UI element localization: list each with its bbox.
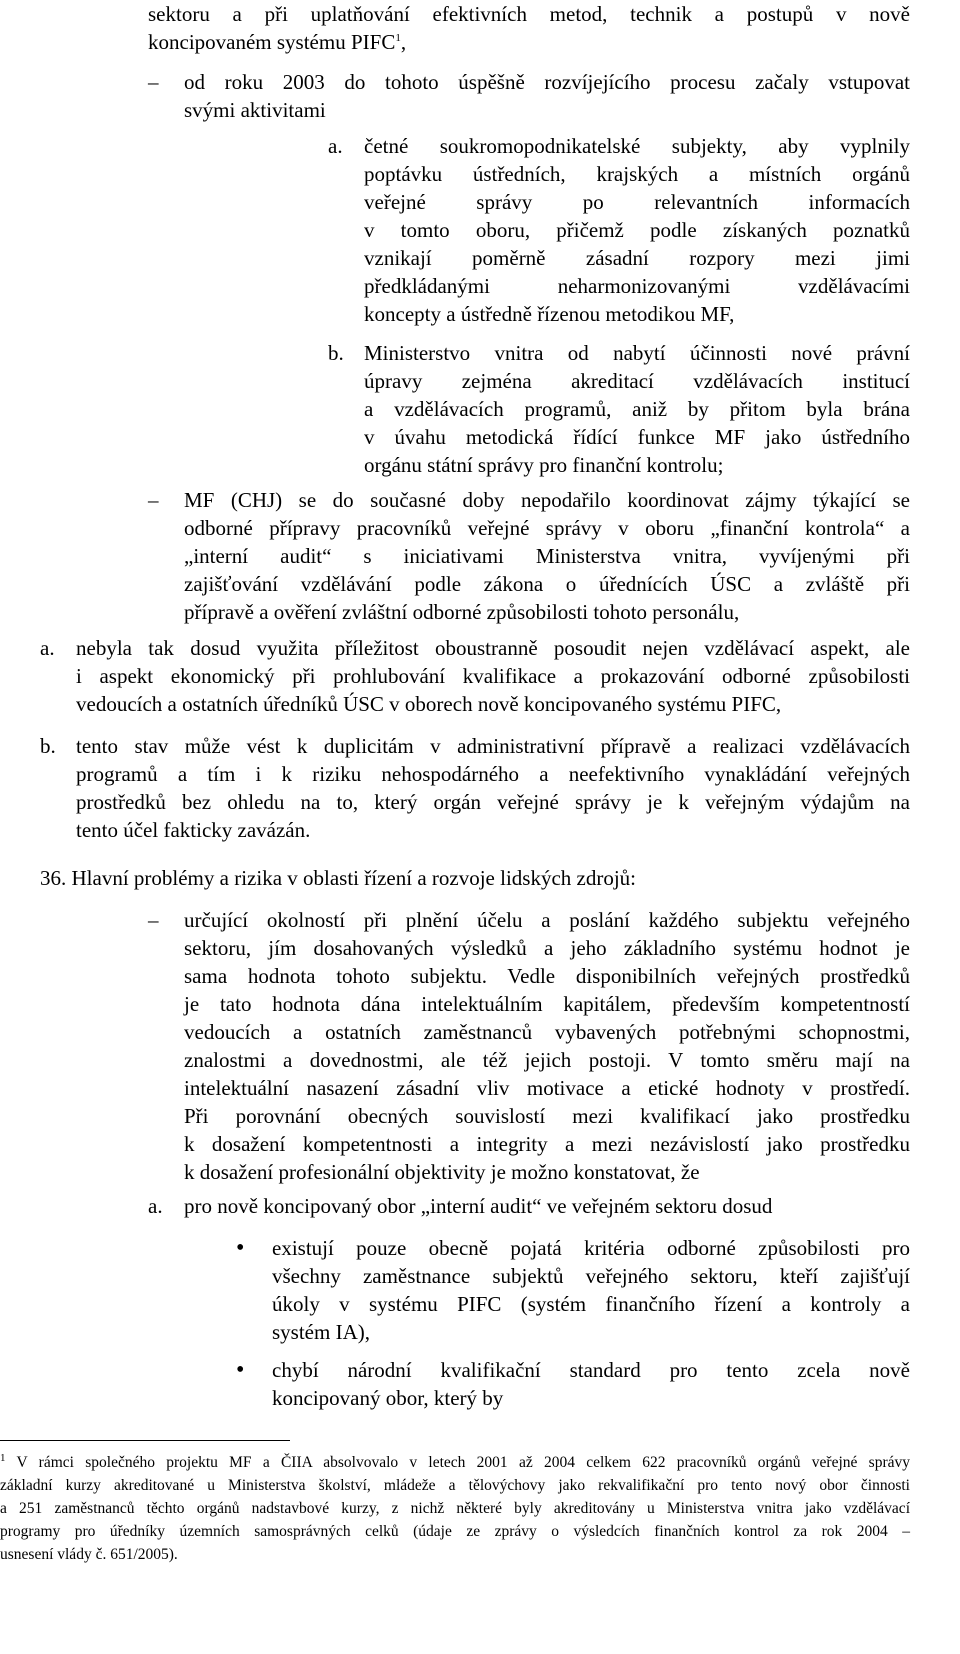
text-line: koncipovaný obor, který by [272, 1386, 504, 1410]
footnote-line: a 251 zaměstnanců těchto orgánů nadstavbové kurzy, z nichž některé byly akreditovány u Ministerstva vnitra jako vzdělávací [0, 1500, 910, 1517]
list-item-marker: b. [40, 734, 56, 758]
dash-item-1 [184, 68, 910, 124]
bullet-marker: • [236, 1357, 245, 1383]
text-line: zajišťování vzdělávání podle zákona o úřednících ÚSC a zvláště při [184, 572, 910, 596]
text-line: intelektuální nasazení zásadní vliv motivace a etické hodnoty v prostředí. [184, 1076, 910, 1100]
dash-item-3 [184, 906, 910, 1186]
text-line: veřejné správy po relevantních informacích [364, 190, 910, 214]
text-line: koncipovaném systému PIFC$^1$, [148, 30, 407, 54]
footnote-separator [0, 1440, 290, 1441]
dash-marker: – [148, 488, 159, 512]
text-line: orgánu státní správy pro finanční kontrolu; [364, 453, 724, 477]
text-line: vedoucích a ostatních zaměstnanců vybavených potřebnými schopnostmi, [184, 1020, 910, 1044]
footnote [0, 1451, 910, 1566]
footnote-ref: 1 [395, 32, 401, 44]
sub-item-a2 [184, 1192, 910, 1220]
sub-item-b [364, 339, 910, 479]
text-line: tento účel fakticky zavázán. [76, 818, 311, 842]
text-line: četné soukromopodnikatelské subjekty, aby vyplnily [364, 134, 910, 158]
text-line: vznikají poměrně zásadní rozpory mezi jimi [364, 246, 910, 270]
bullet-marker: • [236, 1235, 245, 1261]
heading-text: 36. Hlavní problémy a rizika v oblasti řízení a rozvoje lidských zdrojů: [40, 866, 636, 890]
text-line: k dosažení kompetentnosti a integrity a mezi nezávislostí jako prostředku [184, 1132, 910, 1156]
footnote-line: programy pro úředníky územních samosprávných celků (údaje ze zprávy o výsledcích finančních kontrol za rok 2004 – [0, 1523, 910, 1540]
list-item-b [76, 732, 910, 844]
text-line: k dosažení profesionální objektivity je možno konstatovat, že [184, 1160, 700, 1184]
sub-item-marker: a. [328, 134, 343, 158]
text-line: vedoucích a ostatních úředníků ÚSC v oborech nově koncipovaného systému PIFC, [76, 692, 782, 716]
text-line: Při porovnání obecných souvislostí mezi kvalifikací jako prostředku [184, 1104, 910, 1128]
text-line: svými aktivitami [184, 98, 326, 122]
list-item-a [76, 634, 910, 718]
text-line: všechny zaměstnance subjektů veřejného sektoru, kteří zajišťují [272, 1264, 910, 1288]
sub-item-marker: b. [328, 341, 344, 365]
text-line: prostředků bez ohledu na to, který orgán veřejné správy je k veřejným výdajům na [76, 790, 910, 814]
text-line: od roku 2003 do tohoto úspěšně rozvíjejícího procesu začaly vstupovat [184, 70, 910, 94]
text-line: koncepty a ústředně řízenou metodikou MF, [364, 302, 735, 326]
footnote-number: 1 [0, 1451, 6, 1464]
footnote-line: $^1$ V rámci společného projektu MF a ČIIA absolvovalo v letech 2001 až 2004 celkem 622 pracovníků orgánů veřejné správy [0, 1451, 910, 1471]
text-line: pro nově koncipovaný obor „interní audit“ ve veřejném sektoru dosud [184, 1194, 773, 1218]
text-line: systém IA), [272, 1320, 370, 1344]
text-line: je tato hodnota dána intelektuálním kapitálem, především kompetentností [184, 992, 910, 1016]
text-line: a vzdělávacích programů, aniž by přitom byla brána [364, 397, 910, 421]
sub-item-marker: a. [148, 1194, 163, 1218]
text-line: sektoru, jím dosahovaných výsledků a jeho základního systému hodnot je [184, 936, 910, 960]
text-line: nebyla tak dosud využita příležitost oboustranně posoudit nejen vzdělávací aspekt, ale [76, 636, 910, 660]
text-line: v tomto oboru, přičemž podle získaných poznatků [364, 218, 910, 242]
text-line: chybí národní kvalifikační standard pro tento zcela nově [272, 1358, 910, 1382]
text-line: přípravě a ověření zvláštní odborné způsobilosti tohoto personálu, [184, 600, 740, 624]
continuation-paragraph [148, 0, 910, 56]
text-line: v úvahu metodická řídící funkce MF jako ústředního [364, 425, 910, 449]
dash-marker: – [148, 908, 159, 932]
text-line: znalostmi a dovednostmi, ale též jejich postoji. V tomto směru mají na [184, 1048, 910, 1072]
list-item-marker: a. [40, 636, 55, 660]
bullet-item-2 [272, 1356, 910, 1412]
section-heading [40, 864, 910, 892]
text-line: Ministerstvo vnitra od nabytí účinnosti nové právní [364, 341, 910, 365]
dash-item-2 [184, 486, 910, 626]
bullet-item-1 [272, 1234, 910, 1346]
text-line: sama hodnota tohoto subjektu. Vedle disponibilních veřejných prostředků [184, 964, 910, 988]
text-line: úkoly v systému PIFC (systém finančního řízení a kontroly a [272, 1292, 910, 1316]
text-line: poptávku ústředních, krajských a místních orgánů [364, 162, 910, 186]
text-line: i aspekt ekonomický při prohlubování kvalifikace a prokazování odborné způsobilosti [76, 664, 910, 688]
text-line: tento stav může vést k duplicitám v administrativní přípravě a realizaci vzdělávacích [76, 734, 910, 758]
text-line: odborné přípravy pracovníků veřejné správy v oboru „finanční kontrola“ a [184, 516, 910, 540]
text-line: existují pouze obecně pojatá kritéria odborné způsobilosti pro [272, 1236, 910, 1260]
footnote-line: základní kurzy akreditované u Ministerstva školství, mládeže a tělovýchovy jako rekvalifikační pro tento nový obor činnosti [0, 1477, 910, 1494]
text-line: MF (CHJ) se do současné doby nepodařilo koordinovat zájmy týkající se [184, 488, 910, 512]
sub-item-a [364, 132, 910, 328]
text-line: programů a tím i k riziku nehospodárného a neefektivního vynakládání veřejných [76, 762, 910, 786]
text-line: sektoru a při uplatňování efektivních metod, technik a postupů v nově [148, 2, 910, 26]
text-line: určující okolností při plnění účelu a poslání každého subjektu veřejného [184, 908, 910, 932]
footnote-line: usnesení vlády č. 651/2005). [0, 1546, 178, 1563]
text-line: „interní audit“ s iniciativami Ministerstva vnitra, vyvíjenými při [184, 544, 910, 568]
text-line: předkládanými neharmonizovanými vzdělávacími [364, 274, 910, 298]
text-line: úpravy zejména akreditací vzdělávacích institucí [364, 369, 910, 393]
dash-marker: – [148, 70, 159, 94]
